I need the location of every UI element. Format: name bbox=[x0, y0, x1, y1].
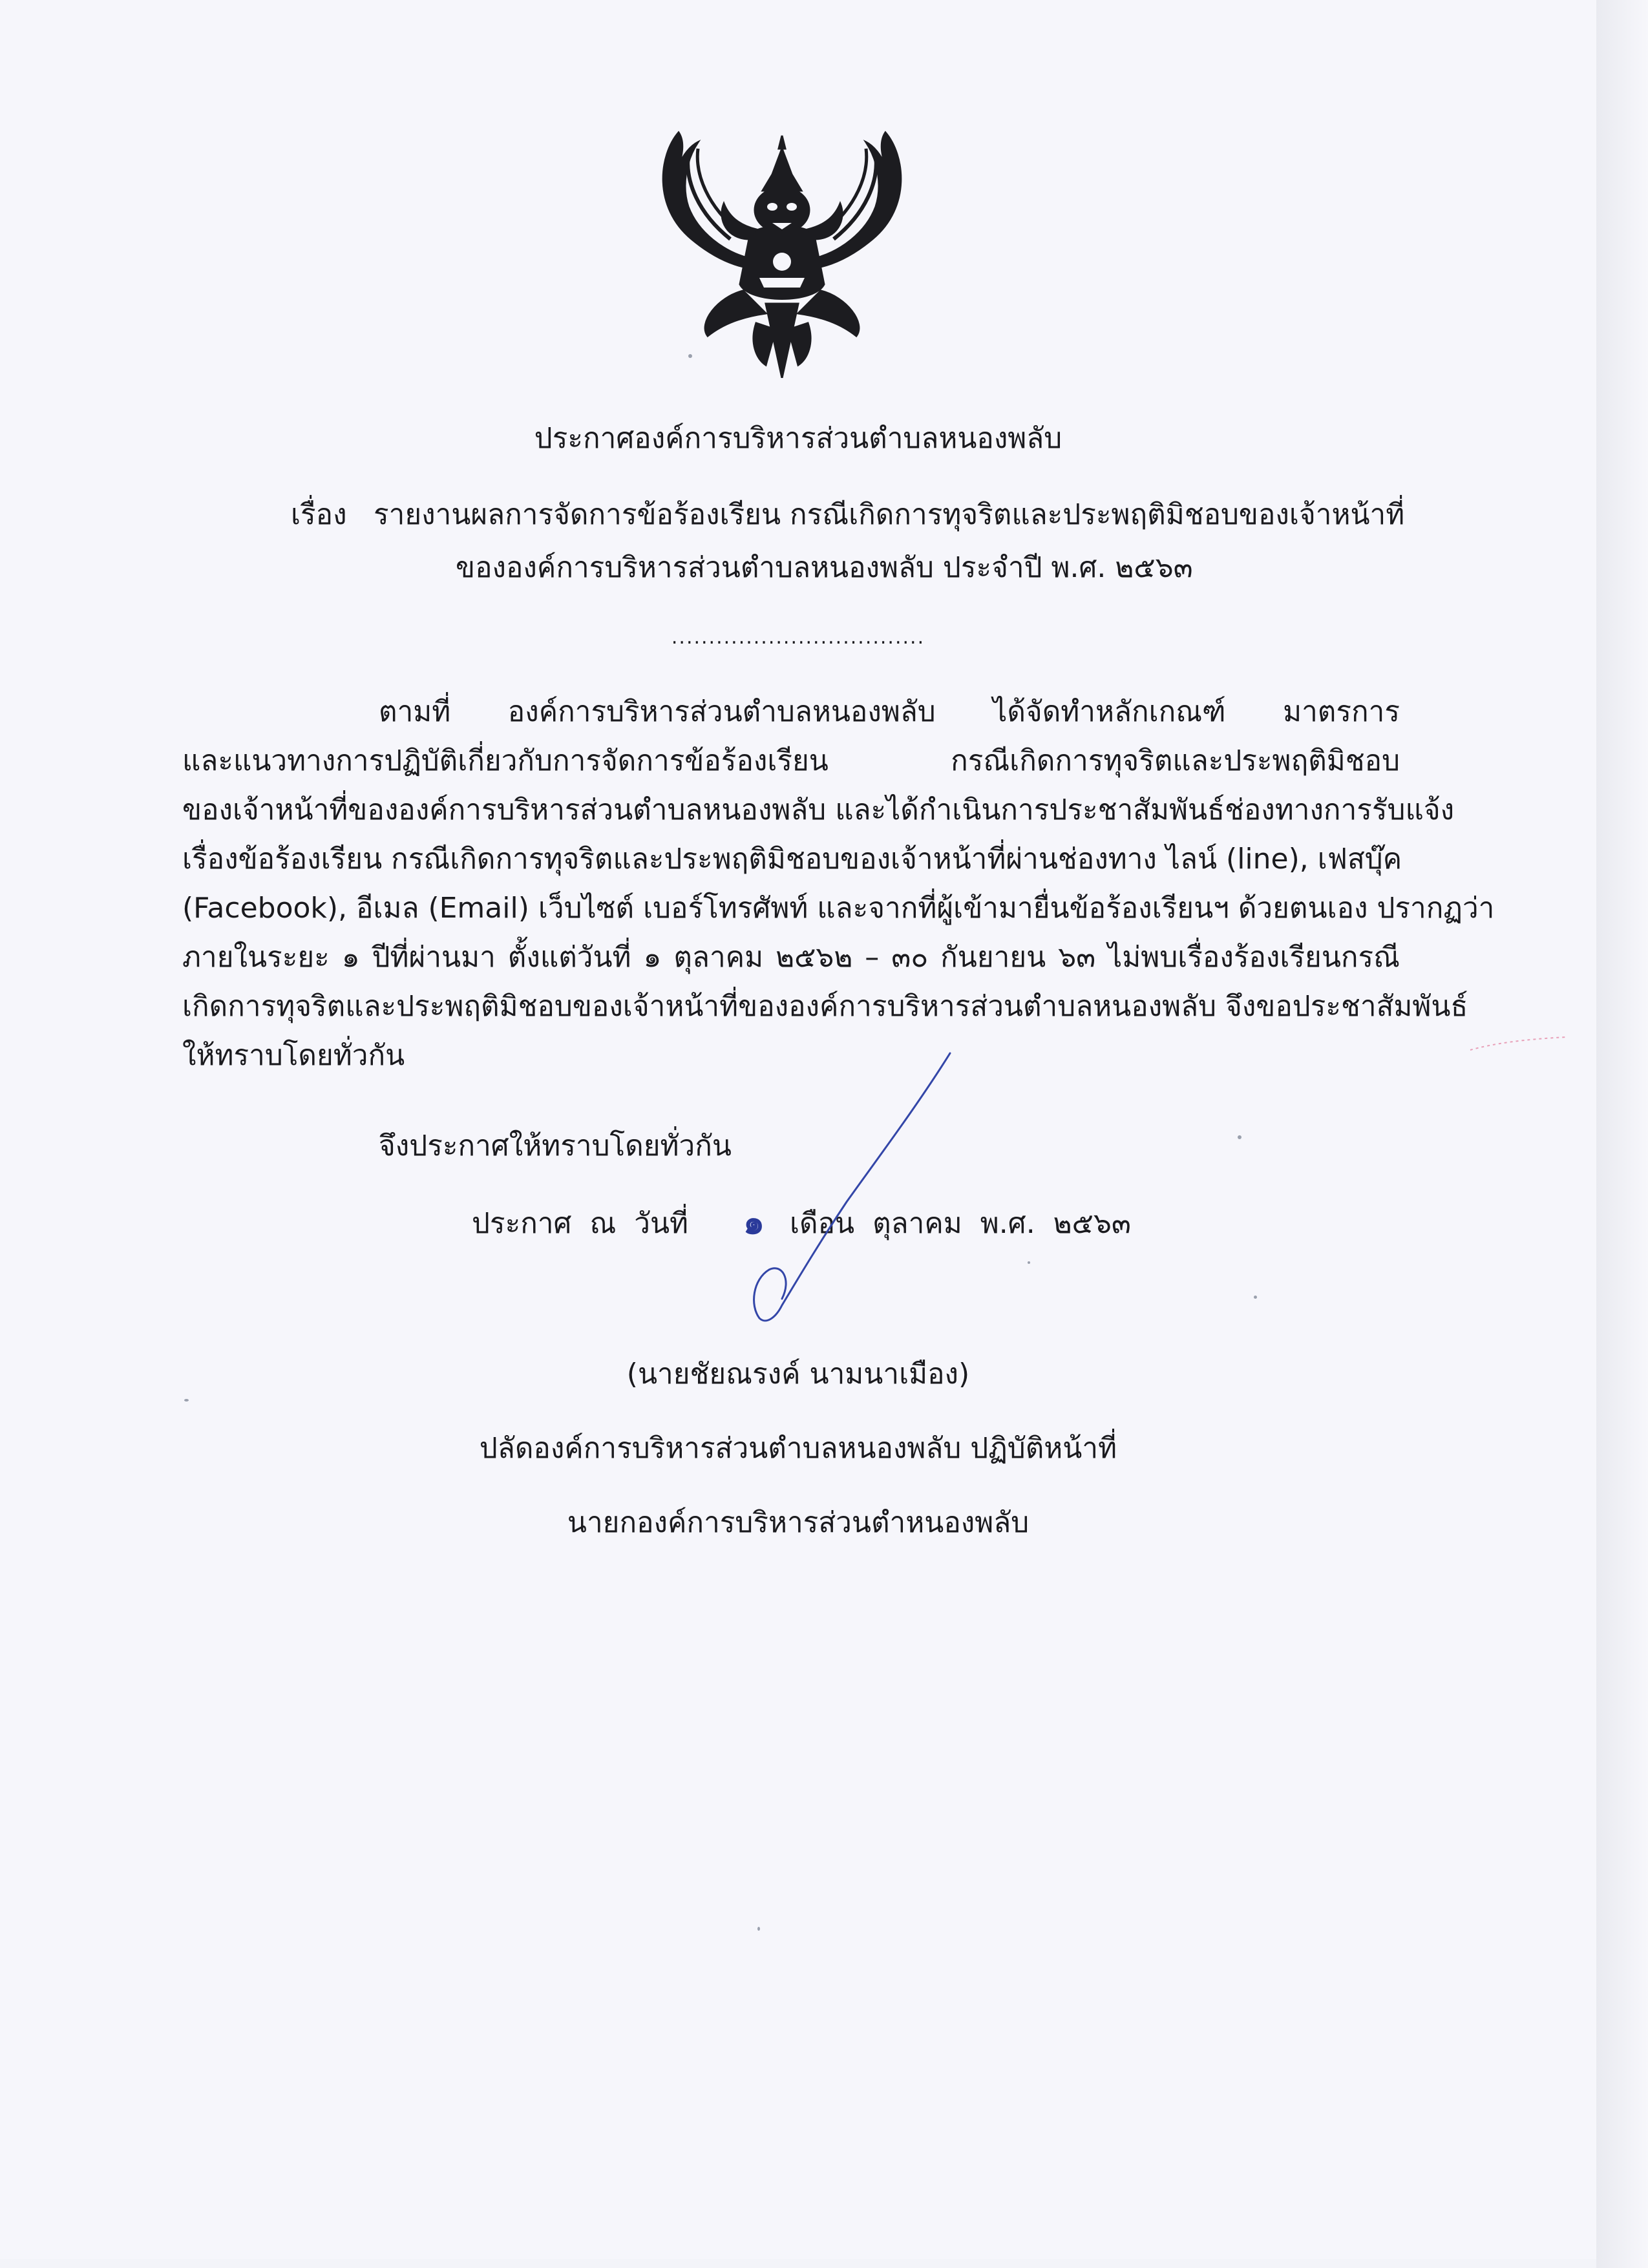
announcement-line: จึงประกาศให้ทราบโดยทั่วกัน bbox=[379, 1129, 732, 1162]
subject-label: เรื่อง bbox=[291, 498, 347, 531]
body-line: ตามที่ องค์การบริหารส่วนตำบลหนองพลับ ได้จัดทำหลักเกณฑ์ มาตรการ bbox=[379, 695, 1400, 728]
body-line: และแนวทางการปฏิบัติเกี่ยวกับการจัดการข้อร้องเรียน กรณีเกิดการทุจริตและประพฤติมิชอบ bbox=[182, 744, 1400, 777]
signer-title-1: ปลัดองค์การบริหารส่วนตำบลหนองพลับ ปฏิบัติหน้าที่ bbox=[479, 1432, 1117, 1465]
body-line: (Facebook), อีเมล (Email) เว็บไซต์ เบอร์โทรศัพท์ และจากที่ผู้เข้ามายื่นข้อร้องเรียนฯ ด้วยตนเอง ปรากฏว่า bbox=[182, 892, 1495, 925]
date-suffix: เดือน ตุลาคม พ.ศ. ๒๕๖๓ bbox=[790, 1207, 1131, 1240]
document-heading: ประกาศองค์การบริหารส่วนตำบลหนองพลับ bbox=[534, 422, 1062, 455]
body-line: เรื่องข้อร้องเรียน กรณีเกิดการทุจริตและประพฤติมิชอบของเจ้าหน้าที่ผ่านช่องทาง ไลน์ (line), เฟสบุ๊ค bbox=[182, 843, 1402, 876]
subject-line-1: รายงานผลการจัดการข้อร้องเรียน กรณีเกิดการทุจริตและประพฤติมิชอบของเจ้าหน้าที่ bbox=[374, 498, 1405, 531]
body-line: ของเจ้าหน้าที่ขององค์การบริหารส่วนตำบลหนองพลับ และได้กำเนินการประชาสัมพันธ์ช่องทางการรับแจ้ง bbox=[182, 793, 1455, 826]
signature-mark bbox=[704, 1047, 963, 1331]
scan-speck bbox=[1028, 1261, 1030, 1264]
date-prefix: ประกาศ ณ วันที่ bbox=[472, 1207, 689, 1240]
signer-name: (นายชัยณรงค์ นามนาเมือง) bbox=[626, 1358, 970, 1391]
scan-speck bbox=[1254, 1296, 1257, 1299]
body-line: ภายในระยะ ๑ ปีที่ผ่านมา ตั้งแต่วันที่ ๑ ตุลาคม ๒๕๖๒ – ๓๐ กันยายน ๖๓ ไม่พบเรื่องร้องเรียนกรณี bbox=[182, 941, 1400, 974]
body-line: ให้ทราบโดยทั่วกัน bbox=[182, 1039, 405, 1072]
subject-line-2: ขององค์การบริหารส่วนตำบลหนองพลับ ประจำปี พ.ศ. ๒๕๖๓ bbox=[456, 551, 1193, 584]
separator-dots: .................................. bbox=[671, 626, 925, 649]
page-edge-shadow bbox=[1596, 0, 1648, 2268]
body-line: เกิดการทุจริตและประพฤติมิชอบของเจ้าหน้าที่ขององค์การบริหารส่วนตำบลหนองพลับ จึงขอประชาสัมพันธ์ bbox=[182, 990, 1468, 1023]
stray-ink-mark bbox=[1467, 1034, 1570, 1053]
scan-speck bbox=[688, 354, 692, 358]
date-day-handwritten: ๑ bbox=[743, 1203, 765, 1242]
garuda-emblem-icon bbox=[653, 129, 911, 378]
scan-speck bbox=[184, 1399, 189, 1402]
scan-speck bbox=[757, 1927, 760, 1931]
scan-speck bbox=[1238, 1135, 1241, 1139]
signer-title-2: นายกองค์การบริหารส่วนตำหนองพลับ bbox=[567, 1506, 1030, 1539]
